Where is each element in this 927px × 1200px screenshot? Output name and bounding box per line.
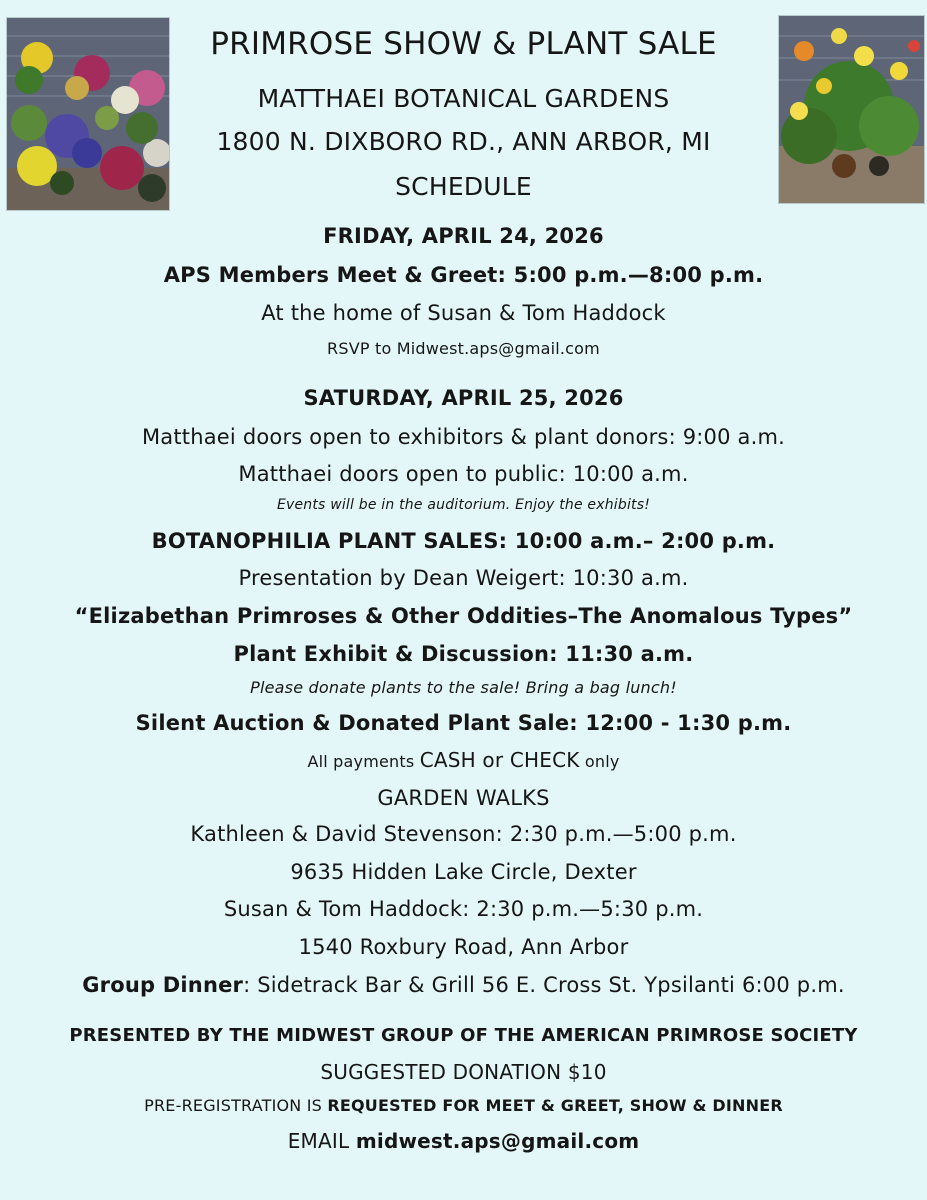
presentation-time: Presentation by Dean Weigert: 10:30 a.m. — [238, 566, 689, 590]
auditorium-note: Events will be in the auditorium. Enjoy the exhibits! — [276, 497, 651, 513]
meet-greet-time: APS Members Meet & Greet: 5:00 p.m.—8:00 p.m. — [163, 263, 764, 287]
venue-address: 1800 N. DIXBORO RD., ANN ARBOR, MI — [216, 127, 711, 156]
meet-greet-location: At the home of Susan & Tom Haddock — [261, 301, 666, 325]
saturday-date: SATURDAY, APRIL 25, 2026 — [303, 386, 624, 410]
schedule-heading: SCHEDULE — [395, 172, 532, 201]
payments-methods: CASH or CHECK — [419, 748, 580, 772]
preregistration-detail: REQUESTED FOR MEET & GREET, SHOW & DINNER — [327, 1096, 783, 1115]
group-dinner — [0, 973, 927, 997]
walk-haddock-address: 1540 Roxbury Road, Ann Arbor — [298, 935, 629, 959]
exhibitors-open: Matthaei doors open to exhibitors & plant donors: 9:00 a.m. — [141, 425, 786, 449]
preregistration-note — [0, 1096, 927, 1115]
payments-note — [0, 748, 927, 772]
payments-prefix: All payments — [307, 752, 415, 771]
rsvp-note: RSVP to Midwest.aps@gmail.com — [327, 339, 600, 358]
plant-exhibit-time: Plant Exhibit & Discussion: 11:30 a.m. — [233, 642, 694, 666]
contact-email — [0, 1129, 927, 1153]
walk-stevenson-time: Kathleen & David Stevenson: 2:30 p.m.—5:00 p.m. — [190, 822, 737, 846]
venue-name: MATTHAEI BOTANICAL GARDENS — [257, 84, 670, 113]
silent-auction-time: Silent Auction & Donated Plant Sale: 12:00 - 1:30 p.m. — [135, 711, 792, 735]
walk-stevenson-address: 9635 Hidden Lake Circle, Dexter — [290, 860, 637, 884]
group-dinner-label: Group Dinner — [82, 973, 244, 997]
payments-suffix: only — [584, 752, 620, 771]
preregistration-prefix: PRE-REGISTRATION IS — [144, 1096, 323, 1115]
walk-haddock-time: Susan & Tom Haddock: 2:30 p.m.—5:30 p.m. — [223, 897, 704, 921]
group-dinner-detail: : Sidetrack Bar & Grill 56 E. Cross St. Ypsilanti 6:00 p.m. — [243, 973, 845, 997]
flyer-title: PRIMROSE SHOW & PLANT SALE — [210, 26, 717, 62]
email-label: EMAIL — [287, 1129, 350, 1153]
presented-by: PRESENTED BY THE MIDWEST GROUP OF THE AMERICAN PRIMROSE SOCIETY — [69, 1025, 858, 1046]
suggested-donation: SUGGESTED DONATION $10 — [320, 1060, 607, 1084]
friday-date: FRIDAY, APRIL 24, 2026 — [323, 224, 604, 248]
garden-walks-heading: GARDEN WALKS — [377, 786, 550, 810]
email-address: midwest.aps@gmail.com — [355, 1129, 640, 1153]
donate-note: Please donate plants to the sale! Bring a bag lunch! — [250, 678, 677, 697]
public-open: Matthaei doors open to public: 10:00 a.m. — [238, 462, 689, 486]
presentation-title: “Elizabethan Primroses & Other Oddities–The Anomalous Types” — [74, 604, 853, 628]
botanophilia-sales: BOTANOPHILIA PLANT SALES: 10:00 a.m.– 2:00 p.m. — [151, 529, 776, 553]
